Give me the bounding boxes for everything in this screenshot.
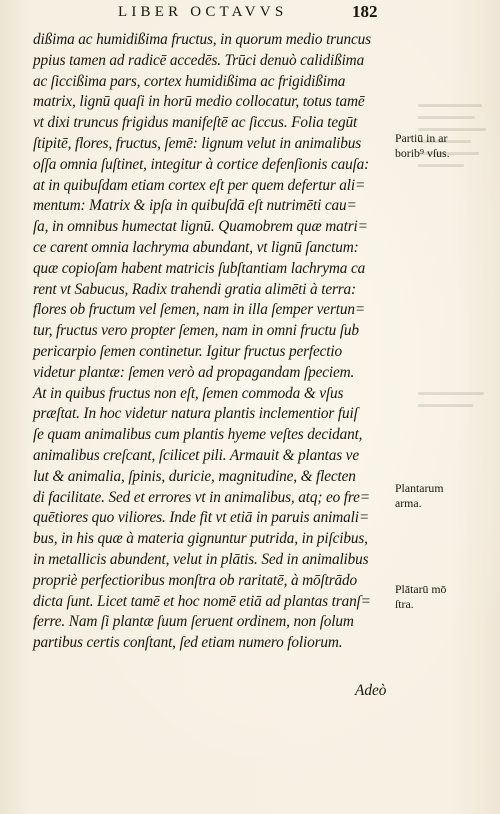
show-through-text bbox=[408, 95, 500, 595]
text-line: videtur plantæ: ſemen verò ad propagandam ſpeciem. bbox=[33, 363, 355, 381]
text-line: ppius tamen ad radicē accedēs. Trūci denuò calidißima bbox=[33, 51, 365, 69]
text-line: animalibus creſcant, ſcilicet pili. Armauit & plantas ve bbox=[33, 446, 359, 464]
page-number: 182 bbox=[352, 2, 378, 21]
text-line: in metallicis abundent, velut in plātis. Sed in animalibus bbox=[33, 550, 369, 568]
marginal-note bbox=[395, 481, 444, 510]
text-line: quæ copioſam habent matricis ſubſtantiam lachryma ca bbox=[33, 259, 366, 277]
text-line: partibus certis conſtant, ſed etiam numero foliorum. bbox=[33, 634, 343, 652]
text-line: ac ſiccißima pars, cortex humidißima ac frigidißima bbox=[33, 72, 346, 90]
catchword: Adeò bbox=[355, 682, 387, 699]
marginal-note bbox=[395, 582, 446, 611]
text-line: At in quibus fructus non eſt, ſemen commoda & vſus bbox=[33, 384, 344, 402]
marginal-note-line: Plantarum bbox=[395, 481, 444, 495]
text-line: ſtipitē, flores, fructus, ſemē: lignum velut in animalibus bbox=[33, 134, 362, 152]
running-title: LIBER OCTAVVS bbox=[118, 4, 288, 20]
text-line: propriè perfectioribus monſtra ob raritatē, à mōſtrādo bbox=[33, 571, 358, 589]
text-line: matrix, lignū quaſi in horū medio collocatur, totus tamē bbox=[33, 93, 365, 111]
text-line: ce carent omnia lachryma abundant, vt lignū ſanctum: bbox=[33, 238, 359, 256]
text-line: ſe quam animalibus cum plantis hyeme veſtes decidant, bbox=[33, 426, 363, 444]
marginal-note-line: ſtra. bbox=[395, 596, 414, 611]
marginal-note-line: arma. bbox=[395, 495, 422, 510]
text-line: flores ob fructum vel ſemen, nam in illa ſemper vertun= bbox=[33, 301, 366, 319]
text-line: vt dixi truncus frigidus manifeſtē ac ſiccus. Folia tegūt bbox=[33, 114, 358, 132]
text-line: rent vt Sabucus, Radix trahendi gratia alimēti à terra: bbox=[33, 280, 357, 298]
marginal-note-line: Plātarū mō bbox=[395, 582, 447, 596]
text-line: at in quibuſdam etiam cortex eſt per quem defertur ali= bbox=[33, 176, 366, 194]
marginal-note-line: borib⁹ vſus. bbox=[395, 145, 450, 160]
text-line: dißima ac humidißima fructus, in quorum medio truncus bbox=[33, 31, 371, 48]
marginal-note-line: Partiū in ar bbox=[395, 131, 448, 145]
text-line: mentum: Matrix & ipſa in quibuſdā eſt nutrimēti cau= bbox=[33, 197, 357, 215]
text-line: pericarpio ſemen continetur. Igitur fructus perfectio bbox=[33, 342, 342, 360]
text-line: oſſa omnia ſuſtinet, integitur à cortice defenſionis cauſa: bbox=[33, 155, 370, 173]
text-line: di facilitate. Sed et errores vt in animalibus, atq; eo fre= bbox=[33, 488, 370, 506]
body-text bbox=[33, 30, 393, 654]
marginal-note bbox=[395, 131, 450, 160]
text-line: ferre. Nam ſi plantæ ſuum ſeruent ordinem, non ſolum bbox=[33, 613, 354, 631]
text-line: quētiores quo viliores. Inde fit vt etiā in paruis animali= bbox=[33, 509, 369, 527]
text-line: bus, in his quæ à materia gignuntur putrida, in piſcibus, bbox=[33, 530, 368, 548]
text-line: præſtat. In hoc videtur natura plantis inclementior fuiſ bbox=[33, 405, 358, 423]
text-line: lut & animalia, ſpinis, duricie, magnitudine, & flecten bbox=[33, 467, 356, 485]
text-line: tur, fructus vero propter ſemen, nam in omni fructu ſub bbox=[33, 322, 359, 340]
text-line: dicta ſunt. Licet tamē et hoc nomē etiā ad plantas tranſ= bbox=[33, 592, 371, 610]
text-line: ſa, in omnibus humectat lignū. Quamobrem quæ matri= bbox=[33, 218, 368, 236]
